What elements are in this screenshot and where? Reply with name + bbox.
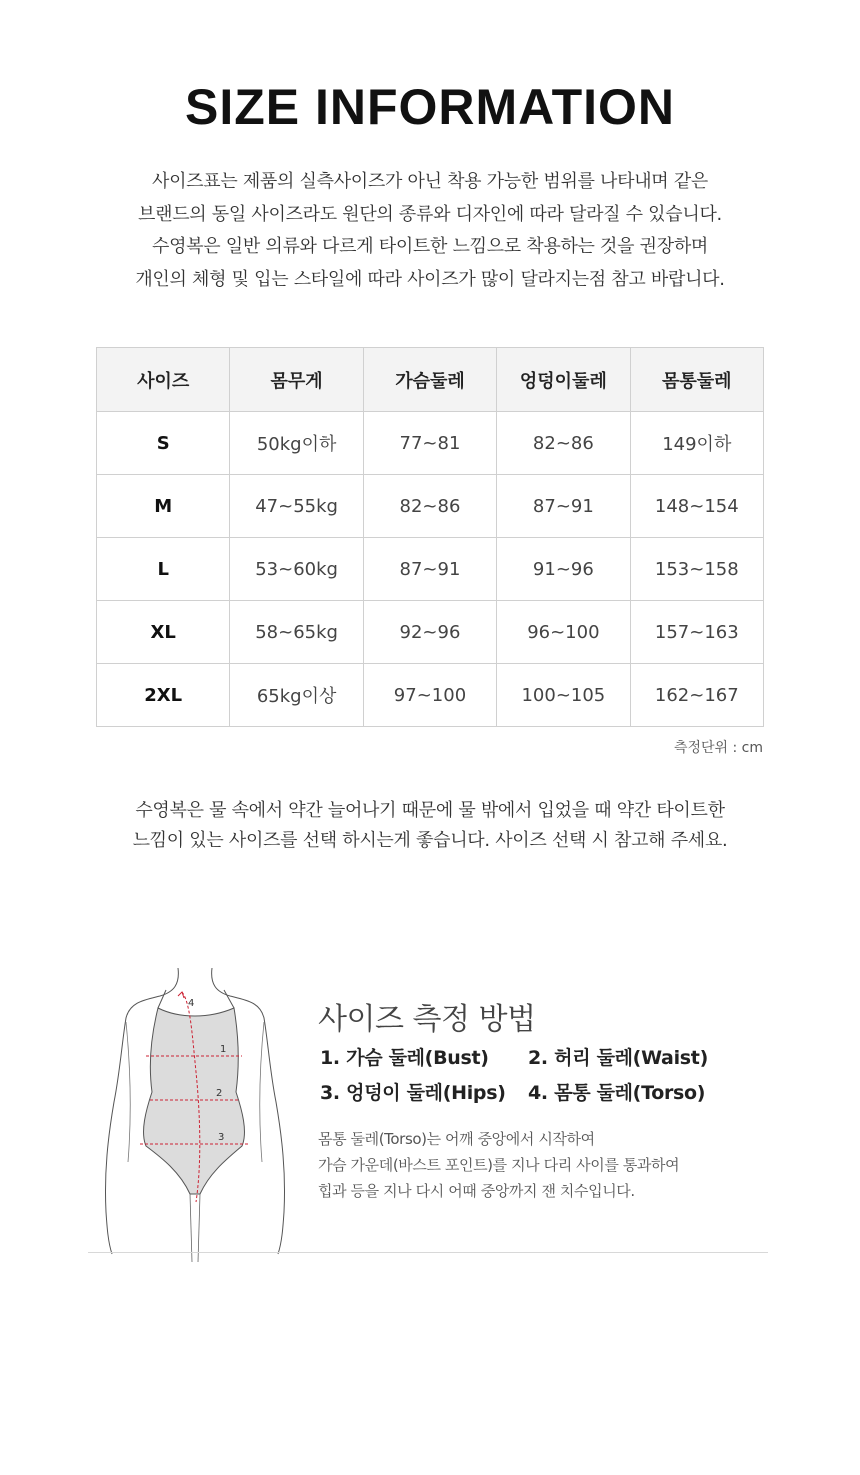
cell-torso: 148~154 bbox=[630, 475, 763, 538]
cell-weight: 58~65kg bbox=[230, 601, 363, 664]
table-row bbox=[97, 664, 764, 727]
header-size: 사이즈 bbox=[97, 348, 230, 412]
swimsuit bbox=[144, 1008, 245, 1194]
desc-line: 몸통 둘레(Torso)는 어깨 중앙에서 시작하여 bbox=[318, 1130, 595, 1148]
measure-item-hips: 3. 엉덩이 둘레(Hips) bbox=[320, 1082, 506, 1104]
cell-torso: 153~158 bbox=[630, 538, 763, 601]
header-bust: 가슴둘레 bbox=[363, 348, 496, 412]
cell-torso: 157~163 bbox=[630, 601, 763, 664]
label-2: 2 bbox=[216, 1088, 223, 1099]
desc-line: 힙과 등을 지나 다시 어때 중앙까지 잰 치수입니다. bbox=[318, 1182, 635, 1200]
cell-torso: 149이하 bbox=[630, 412, 763, 475]
measure-item-waist: 2. 허리 둘레(Waist) bbox=[528, 1047, 708, 1069]
cell-torso: 162~167 bbox=[630, 664, 763, 727]
body-figure-illustration bbox=[100, 962, 290, 1262]
label-4: 4 bbox=[188, 998, 195, 1009]
measure-list bbox=[320, 1043, 760, 1105]
measure-item-bust: 1. 가슴 둘레(Bust) bbox=[320, 1047, 489, 1069]
fit-note bbox=[60, 796, 800, 856]
cell-weight: 47~55kg bbox=[230, 475, 363, 538]
measure-title: 사이즈 측정 방법 bbox=[318, 1002, 536, 1037]
header-torso: 몸통둘레 bbox=[630, 348, 763, 412]
arm-outline bbox=[126, 1022, 130, 1162]
intro-text bbox=[60, 166, 800, 296]
cell-size: L bbox=[97, 538, 230, 601]
cell-bust: 87~91 bbox=[363, 538, 496, 601]
table-row bbox=[97, 601, 764, 664]
note-line: 느낌이 있는 사이즈를 선택 하시는게 좋습니다. 사이즈 선택 시 참고해 주세요. bbox=[132, 830, 728, 851]
measure-description bbox=[318, 1126, 679, 1204]
measure-item-torso: 4. 몸통 둘레(Torso) bbox=[528, 1082, 706, 1104]
cell-bust: 82~86 bbox=[363, 475, 496, 538]
cell-hips: 87~91 bbox=[497, 475, 630, 538]
table-row bbox=[97, 475, 764, 538]
cell-hips: 82~86 bbox=[497, 412, 630, 475]
cell-size: M bbox=[97, 475, 230, 538]
arm-outline bbox=[260, 1022, 264, 1162]
table-row bbox=[97, 412, 764, 475]
strap bbox=[224, 990, 234, 1008]
cell-hips: 100~105 bbox=[497, 664, 630, 727]
cell-weight: 50kg이하 bbox=[230, 412, 363, 475]
size-table bbox=[96, 347, 764, 727]
label-3: 3 bbox=[218, 1132, 225, 1143]
label-1: 1 bbox=[220, 1044, 227, 1055]
cell-weight: 53~60kg bbox=[230, 538, 363, 601]
intro-line: 사이즈표는 제품의 실측사이즈가 아닌 착용 가능한 범위를 나타내며 같은 bbox=[151, 171, 708, 192]
cell-hips: 96~100 bbox=[497, 601, 630, 664]
note-line: 수영복은 물 속에서 약간 늘어나기 때문에 물 밖에서 입었을 때 약간 타이트한 bbox=[135, 800, 725, 821]
table-header-row bbox=[97, 348, 764, 412]
cell-weight: 65kg이상 bbox=[230, 664, 363, 727]
cell-size: XL bbox=[97, 601, 230, 664]
cell-size: S bbox=[97, 412, 230, 475]
table-row bbox=[97, 538, 764, 601]
cell-bust: 92~96 bbox=[363, 601, 496, 664]
cell-bust: 77~81 bbox=[363, 412, 496, 475]
cell-hips: 91~96 bbox=[497, 538, 630, 601]
cell-bust: 97~100 bbox=[363, 664, 496, 727]
page-title: SIZE INFORMATION bbox=[184, 79, 676, 135]
cell-size: 2XL bbox=[97, 664, 230, 727]
unit-label: 측정단위 : cm bbox=[673, 740, 763, 756]
header-hips: 엉덩이둘레 bbox=[497, 348, 630, 412]
desc-line: 가슴 가운데(바스트 포인트)를 지나 다리 사이를 통과하여 bbox=[318, 1156, 680, 1174]
intro-line: 수영복은 일반 의류와 다르게 타이트한 느낌으로 착용하는 것을 권장하며 bbox=[151, 236, 708, 257]
intro-line: 브랜드의 동일 사이즈라도 원단의 종류와 디자인에 따라 달라질 수 있습니다. bbox=[138, 203, 722, 225]
intro-line: 개인의 체형 및 입는 스타일에 따라 사이즈가 많이 달라지는점 참고 바랍니다. bbox=[135, 268, 725, 290]
header-weight: 몸무게 bbox=[230, 348, 363, 412]
divider bbox=[88, 1252, 768, 1253]
strap bbox=[158, 990, 166, 1008]
